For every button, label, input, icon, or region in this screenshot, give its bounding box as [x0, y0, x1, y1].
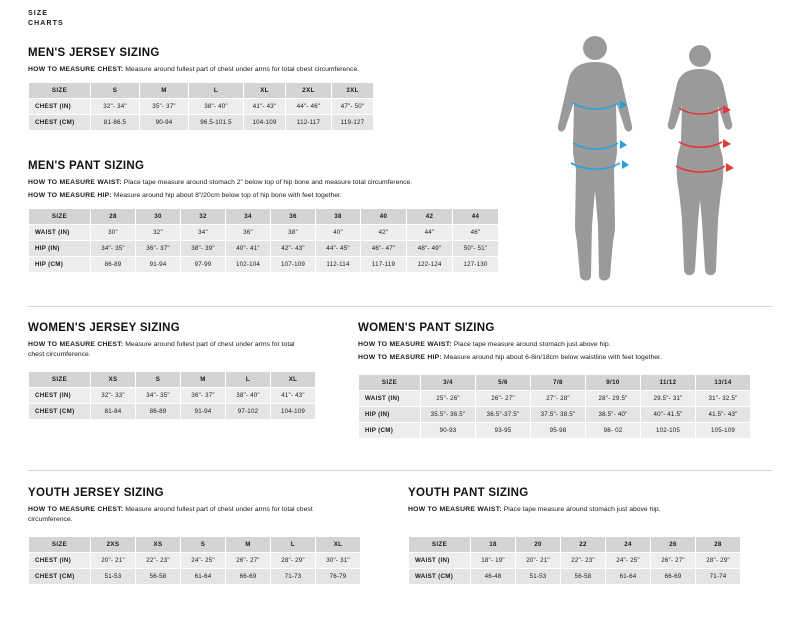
table-row: [409, 553, 741, 569]
cell: 32": [136, 225, 181, 241]
cell: 38"- 39": [181, 241, 226, 257]
table-youth-jersey: [28, 536, 361, 585]
cell: 122-124: [407, 257, 453, 273]
cell: 90-93: [421, 423, 476, 439]
column-header: L: [226, 372, 271, 388]
section-title: MEN'S PANT SIZING: [28, 160, 145, 172]
table-row: [359, 423, 751, 439]
table-row: [29, 388, 316, 404]
instruction-label: HOW TO MEASURE WAIST:: [408, 506, 502, 513]
cell: 38"- 40": [226, 388, 271, 404]
column-header: L: [271, 537, 316, 553]
cell: 96.5-101.5: [189, 115, 244, 131]
male-body-figure: [558, 36, 632, 281]
cell: 20"- 21": [516, 553, 561, 569]
section-title: YOUTH JERSEY SIZING: [28, 487, 164, 499]
cell: 31"- 32.5": [696, 391, 751, 407]
cell: 102-105: [641, 423, 696, 439]
table-header-row: [29, 372, 316, 388]
column-header: 28: [91, 209, 136, 225]
table-mens-pant: [28, 208, 499, 273]
section-youth-jersey-sizing: [28, 487, 373, 585]
cell: 32"- 33": [91, 388, 136, 404]
instruction-chest: [28, 65, 548, 75]
column-header: XL: [271, 372, 316, 388]
cell: 34": [181, 225, 226, 241]
instruction-label: HOW TO MEASURE HIP:: [28, 192, 112, 199]
cell: 28"- 29": [271, 553, 316, 569]
column-header: 2XL: [286, 83, 332, 99]
cell: 104-109: [271, 404, 316, 420]
cell: 48"- 49": [407, 241, 453, 257]
column-header: 36: [271, 209, 316, 225]
cell: 91-94: [136, 257, 181, 273]
cell: 26"- 27": [476, 391, 531, 407]
instruction-text: Measure around fullest part of chest under arms for total chest circumference.: [28, 341, 295, 358]
cell: 112-117: [286, 115, 332, 131]
cell: 93-95: [476, 423, 531, 439]
cell: 95-98: [531, 423, 586, 439]
page-title: [28, 9, 64, 29]
table-header-row: [29, 209, 499, 225]
page-title-line1: SIZE: [28, 10, 48, 17]
cell: 46-48: [471, 569, 516, 585]
table-header-row: [29, 537, 361, 553]
table-row: [29, 115, 374, 131]
cell: 42"- 43": [271, 241, 316, 257]
cell: 66-69: [226, 569, 271, 585]
instruction-text: Place tape measure around stomach just above hip.: [501, 506, 661, 513]
section-mens-pant-sizing: [28, 160, 548, 273]
instruction-waist: [28, 178, 548, 188]
table-womens-jersey: [28, 371, 316, 420]
cell: 86-89: [136, 404, 181, 420]
cell: 105-109: [696, 423, 751, 439]
column-header: 32: [181, 209, 226, 225]
cell: 81-86.5: [91, 115, 140, 131]
section-title: YOUTH PANT SIZING: [408, 487, 529, 499]
instruction-label: HOW TO MEASURE WAIST:: [358, 341, 452, 348]
instruction-text: Measure around hip about 8"/20cm below top of hip bone with feet together.: [111, 192, 342, 199]
instruction-label: HOW TO MEASURE HIP:: [358, 354, 442, 361]
table-row: [29, 241, 499, 257]
column-header: L: [189, 83, 244, 99]
instruction-text: Place tape measure around stomach just above hip.: [451, 341, 611, 348]
instruction-waist: [358, 340, 772, 350]
cell: 26"- 27": [226, 553, 271, 569]
column-header: XL: [316, 537, 361, 553]
section-title: MEN'S JERSEY SIZING: [28, 47, 160, 59]
section-womens-jersey-sizing: [28, 322, 328, 420]
cell: 40": [316, 225, 361, 241]
row-header: CHEST (IN): [29, 99, 91, 115]
cell: 51-53: [516, 569, 561, 585]
column-header: XL: [244, 83, 286, 99]
cell: 30"- 31": [316, 553, 361, 569]
column-header: M: [140, 83, 189, 99]
section-womens-pant-sizing: [358, 322, 772, 439]
cell: 97-99: [181, 257, 226, 273]
cell: 36"- 37": [136, 241, 181, 257]
instruction-label: HOW TO MEASURE CHEST:: [28, 341, 124, 348]
instruction-chest: [28, 340, 303, 360]
cell: 61-64: [181, 569, 226, 585]
column-header: SIZE: [359, 375, 421, 391]
column-header: 7/8: [531, 375, 586, 391]
column-header: 3XL: [332, 83, 374, 99]
column-header: S: [181, 537, 226, 553]
table-row: [29, 569, 361, 585]
row-header: HIP (CM): [359, 423, 421, 439]
row-header: WAIST (IN): [359, 391, 421, 407]
table-row: [29, 257, 499, 273]
column-header: 24: [606, 537, 651, 553]
cell: 66-69: [651, 569, 696, 585]
cell: 104-109: [244, 115, 286, 131]
cell: 30": [91, 225, 136, 241]
column-header: 30: [136, 209, 181, 225]
row-header: CHEST (IN): [29, 553, 91, 569]
column-header: M: [181, 372, 226, 388]
column-header: SIZE: [409, 537, 471, 553]
cell: 24"- 25": [181, 553, 226, 569]
cell: 40"- 41": [226, 241, 271, 257]
cell: 35"- 37": [140, 99, 189, 115]
row-header: WAIST (CM): [409, 569, 471, 585]
cell: 36"- 37": [181, 388, 226, 404]
instruction-hip: [358, 353, 772, 363]
column-header: 26: [651, 537, 696, 553]
cell: 42": [361, 225, 407, 241]
page-title-line2: CHARTS: [28, 20, 64, 27]
cell: 36.5"-37.5": [476, 407, 531, 423]
column-header: XS: [136, 537, 181, 553]
cell: 90-94: [140, 115, 189, 131]
row-header: HIP (IN): [359, 407, 421, 423]
column-header: S: [91, 83, 140, 99]
cell: 46": [453, 225, 499, 241]
column-header: 9/10: [586, 375, 641, 391]
instruction-text: Place tape measure around stomach 2" below top of hip bone and measure total circumference.: [121, 179, 413, 186]
cell: 97-102: [226, 404, 271, 420]
column-header: 20: [516, 537, 561, 553]
table-row: [29, 99, 374, 115]
cell: 76-79: [316, 569, 361, 585]
section-divider-1: [28, 306, 772, 307]
cell: 127-130: [453, 257, 499, 273]
column-header: 28: [696, 537, 741, 553]
cell: 24"- 25": [606, 553, 651, 569]
column-header: 42: [407, 209, 453, 225]
cell: 50"- 51": [453, 241, 499, 257]
table-header-row: [29, 83, 374, 99]
cell: 81-84: [91, 404, 136, 420]
cell: 32"- 34": [91, 99, 140, 115]
row-header: CHEST (CM): [29, 115, 91, 131]
instruction-label: HOW TO MEASURE WAIST:: [28, 179, 122, 186]
cell: 35.5"- 36.5": [421, 407, 476, 423]
table-header-row: [409, 537, 741, 553]
cell: 38"- 40": [189, 99, 244, 115]
section-title: WOMEN'S PANT SIZING: [358, 322, 495, 334]
column-header: 2XS: [91, 537, 136, 553]
cell: 102-104: [226, 257, 271, 273]
section-youth-pant-sizing: [408, 487, 738, 585]
cell: 34"- 35": [136, 388, 181, 404]
table-womens-pant: [358, 374, 751, 439]
cell: 86-89: [91, 257, 136, 273]
cell: 71-73: [271, 569, 316, 585]
section-mens-jersey-sizing: [28, 47, 548, 131]
table-row: [359, 407, 751, 423]
cell: 22"- 23": [561, 553, 606, 569]
column-header: 38: [316, 209, 361, 225]
cell: 41"- 43": [244, 99, 286, 115]
cell: 117-119: [361, 257, 407, 273]
table-header-row: [359, 375, 751, 391]
column-header: 22: [561, 537, 606, 553]
cell: 27"- 28": [531, 391, 586, 407]
cell: 18"- 19": [471, 553, 516, 569]
body-measurement-figures: [528, 30, 772, 285]
cell: 51-53: [91, 569, 136, 585]
column-header: SIZE: [29, 83, 91, 99]
cell: 20"- 21": [91, 553, 136, 569]
column-header: SIZE: [29, 372, 91, 388]
column-header: 44: [453, 209, 499, 225]
column-header: 11/12: [641, 375, 696, 391]
column-header: 18: [471, 537, 516, 553]
cell: 56-58: [561, 569, 606, 585]
cell: 36": [226, 225, 271, 241]
cell: 71-74: [696, 569, 741, 585]
cell: 107-109: [271, 257, 316, 273]
column-header: 34: [226, 209, 271, 225]
row-header: WAIST (IN): [409, 553, 471, 569]
table-row: [29, 225, 499, 241]
table-mens-jersey: [28, 82, 374, 131]
cell: 28"- 29": [696, 553, 741, 569]
cell: 46"- 47": [361, 241, 407, 257]
cell: 41.5"- 43": [696, 407, 751, 423]
cell: 40"- 41.5": [641, 407, 696, 423]
row-header: HIP (IN): [29, 241, 91, 257]
cell: 34"- 35": [91, 241, 136, 257]
cell: 37.5"- 38.5": [531, 407, 586, 423]
cell: 29.5"- 31": [641, 391, 696, 407]
instruction-text: Measure around fullest part of chest under arms for total chest circumference.: [28, 506, 313, 523]
row-header: CHEST (CM): [29, 569, 91, 585]
row-header: HIP (CM): [29, 257, 91, 273]
row-header: WAIST (IN): [29, 225, 91, 241]
cell: 61-64: [606, 569, 651, 585]
column-header: 5/6: [476, 375, 531, 391]
instruction-chest: [28, 505, 358, 525]
cell: 112-114: [316, 257, 361, 273]
cell: 44"- 45": [316, 241, 361, 257]
cell: 98- 02: [586, 423, 641, 439]
instruction-label: HOW TO MEASURE CHEST:: [28, 66, 124, 73]
table-row: [409, 569, 741, 585]
table-row: [29, 404, 316, 420]
column-header: SIZE: [29, 537, 91, 553]
cell: 38": [271, 225, 316, 241]
table-row: [359, 391, 751, 407]
row-header: CHEST (CM): [29, 404, 91, 420]
row-header: CHEST (IN): [29, 388, 91, 404]
cell: 44"- 46": [286, 99, 332, 115]
column-header: 13/14: [696, 375, 751, 391]
column-header: SIZE: [29, 209, 91, 225]
column-header: 40: [361, 209, 407, 225]
column-header: 3/4: [421, 375, 476, 391]
instruction-text: Measure around fullest part of chest under arms for total chest circumference.: [123, 66, 360, 73]
cell: 56-58: [136, 569, 181, 585]
cell: 44": [407, 225, 453, 241]
cell: 25"- 26": [421, 391, 476, 407]
cell: 28"- 29.5": [586, 391, 641, 407]
cell: 38.5"- 40": [586, 407, 641, 423]
table-youth-pant: [408, 536, 741, 585]
instruction-hip: [28, 191, 548, 201]
cell: 47"- 50": [332, 99, 374, 115]
cell: 41"- 43": [271, 388, 316, 404]
table-row: [29, 553, 361, 569]
column-header: XS: [91, 372, 136, 388]
cell: 22"- 23": [136, 553, 181, 569]
cell: 119-127: [332, 115, 374, 131]
female-body-figure: [668, 45, 732, 275]
instruction-waist: [408, 505, 738, 515]
section-title: WOMEN'S JERSEY SIZING: [28, 322, 180, 334]
column-header: M: [226, 537, 271, 553]
instruction-label: HOW TO MEASURE CHEST:: [28, 506, 124, 513]
cell: 91-94: [181, 404, 226, 420]
instruction-text: Measure around hip about 6-8in/18cm below waistline with feet together.: [441, 354, 662, 361]
cell: 26"- 27": [651, 553, 696, 569]
section-divider-2: [28, 470, 772, 471]
column-header: S: [136, 372, 181, 388]
